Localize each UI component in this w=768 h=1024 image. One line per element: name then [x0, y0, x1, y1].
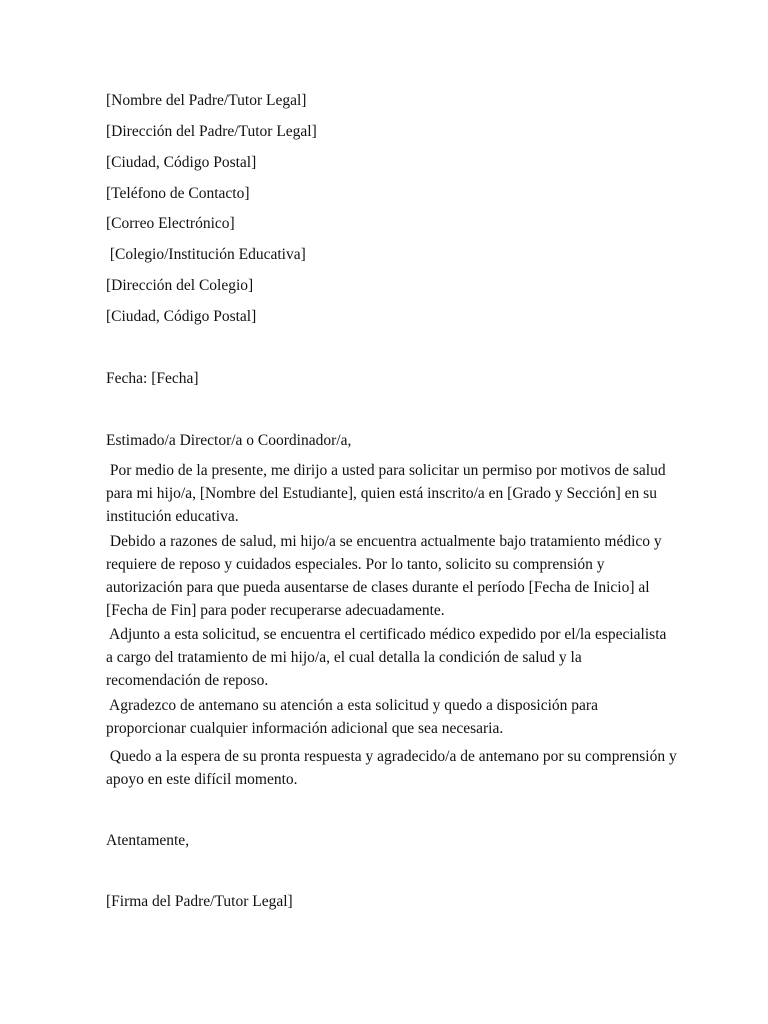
sender-address: [Dirección del Padre/Tutor Legal] [106, 123, 317, 140]
paragraph-line: [Fecha de Fin] para poder recuperarse adecuadamente. [106, 602, 445, 619]
paragraph-line: a cargo del tratamiento de mi hijo/a, el cual detalla la condición de salud y la [106, 649, 582, 666]
paragraph-line: Adjunto a esta solicitud, se encuentra el certificado médico expedido por el/la especialista [106, 626, 667, 643]
paragraph-line: autorización para que pueda ausentarse de clases durante el período [Fecha de Inicio] al [106, 579, 650, 596]
sender-email: [Correo Electrónico] [106, 215, 235, 232]
sender-city-zip: [Ciudad, Código Postal] [106, 154, 257, 171]
paragraph-line: recomendación de reposo. [106, 672, 269, 689]
paragraph-line: para mi hijo/a, [Nombre del Estudiante], quien está inscrito/a en [Grado y Sección] en su [106, 485, 657, 502]
paragraph-line: requiere de reposo y cuidados especiales. Por lo tanto, solicito su comprensión y [106, 556, 605, 573]
recipient-school: [Colegio/Institución Educativa] [106, 246, 306, 263]
body-paragraph-5 [106, 745, 677, 791]
paragraph-line: Quedo a la espera de su pronta respuesta y agradecido/a de antemano por su comprensión y [106, 748, 677, 765]
paragraph-line: institución educativa. [106, 508, 239, 525]
sender-name: [Nombre del Padre/Tutor Legal] [106, 92, 307, 109]
salutation: Estimado/a Director/a o Coordinador/a, [106, 432, 352, 449]
signature-line: [Firma del Padre/Tutor Legal] [106, 893, 293, 910]
body-paragraph-3 [106, 623, 666, 692]
paragraph-line: apoyo en este difícil momento. [106, 771, 298, 788]
date-line: Fecha: [Fecha] [106, 370, 199, 387]
paragraph-line: Por medio de la presente, me dirijo a usted para solicitar un permiso por motivos de salud [106, 462, 666, 479]
body-paragraph-4 [106, 694, 666, 740]
body-paragraph-2 [106, 530, 666, 622]
paragraph-line: Agradezco de antemano su atención a esta solicitud y quedo a disposición para [106, 697, 598, 714]
recipient-city-zip: [Ciudad, Código Postal] [106, 308, 257, 325]
body-paragraph-1 [106, 459, 666, 528]
paragraph-line: proporcionar cualquier información adicional que sea necesaria. [106, 720, 504, 737]
sender-phone: [Teléfono de Contacto] [106, 185, 250, 202]
recipient-address: [Dirección del Colegio] [106, 277, 254, 294]
paragraph-line: Debido a razones de salud, mi hijo/a se encuentra actualmente bajo tratamiento médico y [106, 533, 662, 550]
closing: Atentamente, [106, 832, 190, 849]
